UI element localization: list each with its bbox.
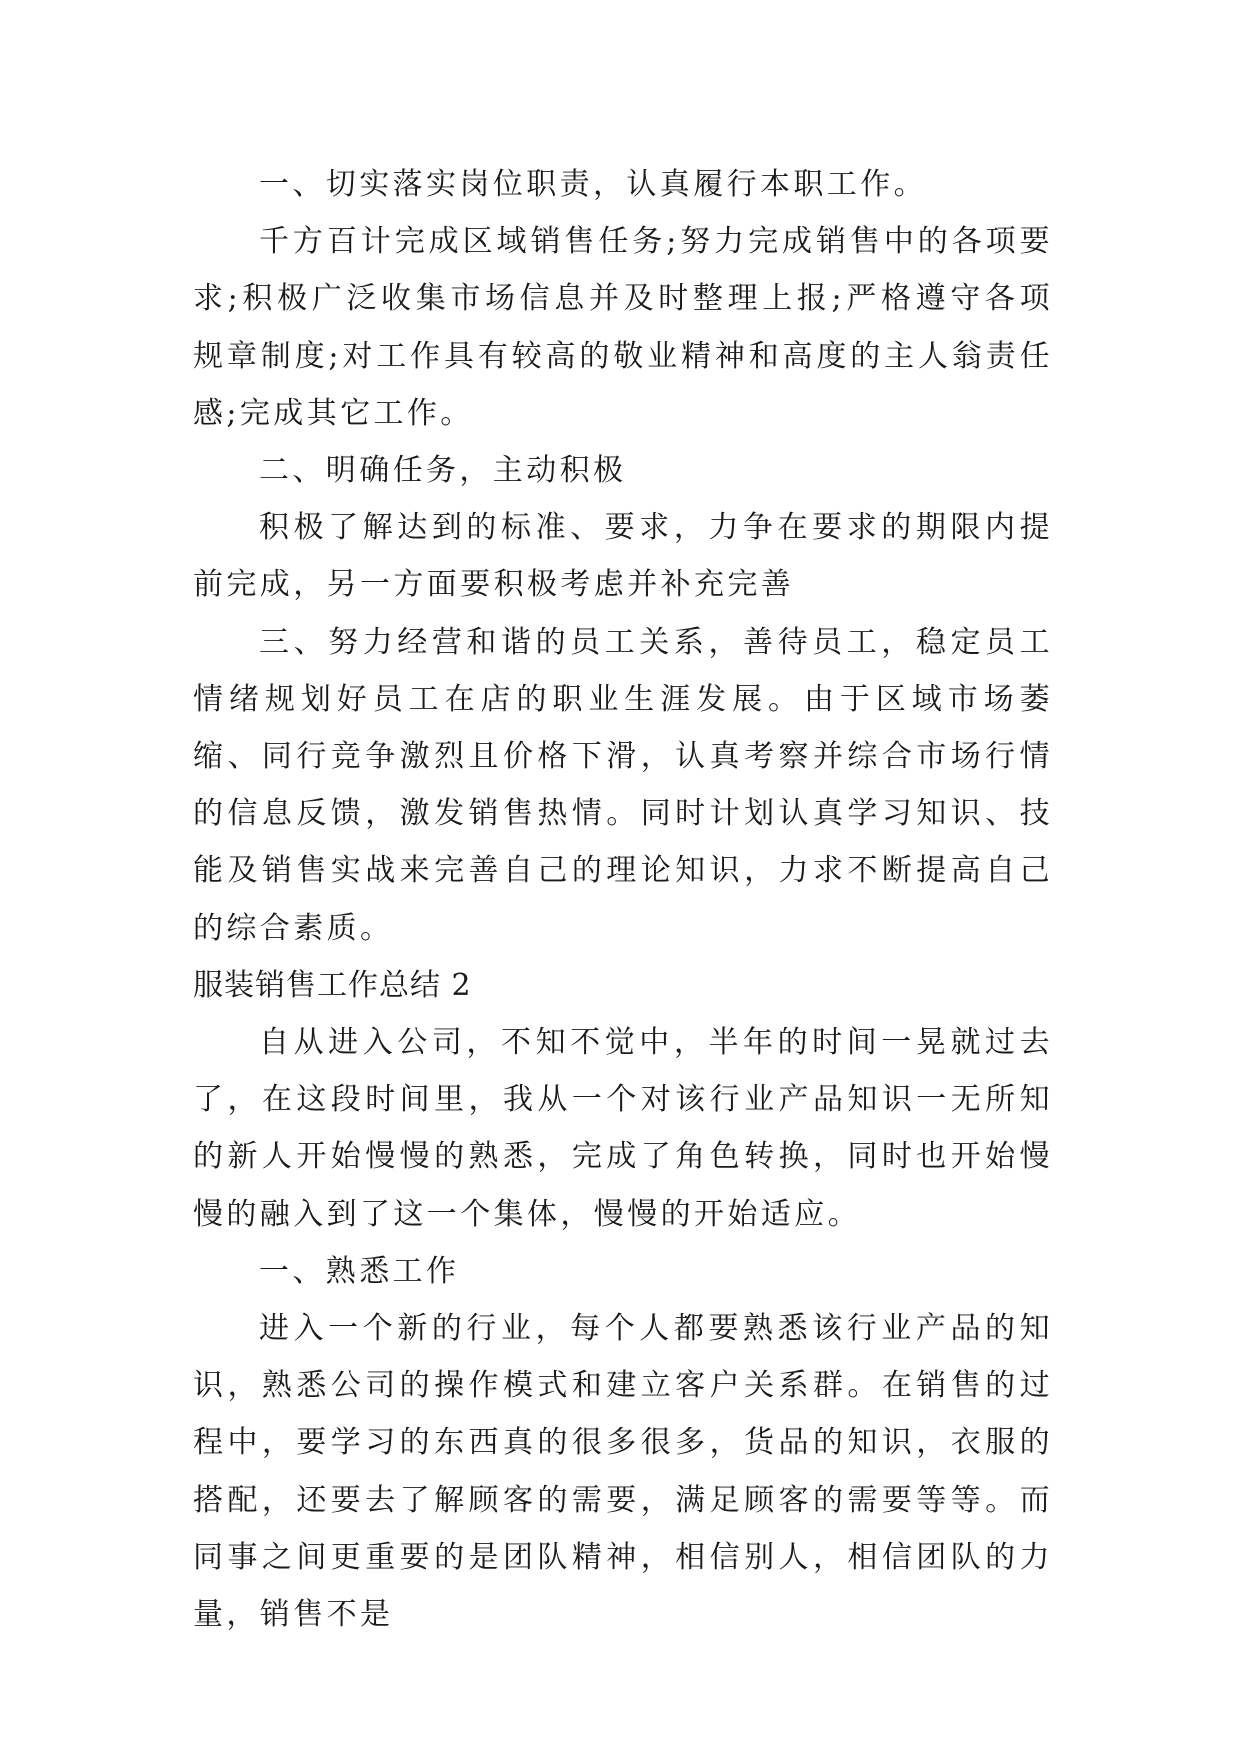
paragraph-tasks-details: 积极了解达到的标准、要求，力争在要求的期限内提前完成，另一方面要积极考虑并补充完善 [193,510,1053,603]
section-heading-familiarize: 一、熟悉工作 [259,1253,460,1289]
document-body [193,156,1053,1643]
section-heading-duties: 一、切实落实岗位职责，认真履行本职工作。 [259,167,927,202]
section-heading-tasks: 二、明确任务，主动积极 [259,453,627,489]
paragraph-employee-relations: 三、努力经营和谐的员工关系，善待员工，稳定员工情绪规划好员工在店的职业生涯发展。由于区域市场萎缩、同行竞争激烈且价格下滑，认真考察并综合市场行情的信息反馈，激发销售热情。同时计划认真学习知识、技能及销售实战来完善自己的理论知识，力求不断提高自己的综合素质。 [193,624,1053,946]
paragraph-introduction: 自从进入公司，不知不觉中，半年的时间一晃就过去了，在这段时间里，我从一个对该行业产品知识一无所知的新人开始慢慢的熟悉，完成了角色转换，同时也开始慢慢的融入到了这一个集体，慢慢的开始适应。 [193,1025,1053,1232]
paragraph-familiarize-details: 进入一个新的行业，每个人都要熟悉该行业产品的知识，熟悉公司的操作模式和建立客户关系群。在销售的过程中，要学习的东西真的很多很多，货品的知识，衣服的搭配，还要去了解顾客的需要，满足顾客的需要等等。而同事之间更重要的是团队精神，相信别人，相信团队的力量，销售不是 [193,1311,1053,1633]
document-subtitle: 服装销售工作总结 2 [193,967,472,1003]
paragraph-duties-details: 千方百计完成区域销售任务;努力完成销售中的各项要求;积极广泛收集市场信息并及时整理上报;严格遵守各项规章制度;对工作具有较高的敬业精神和高度的主人翁责任感;完成其它工作。 [193,224,1053,431]
